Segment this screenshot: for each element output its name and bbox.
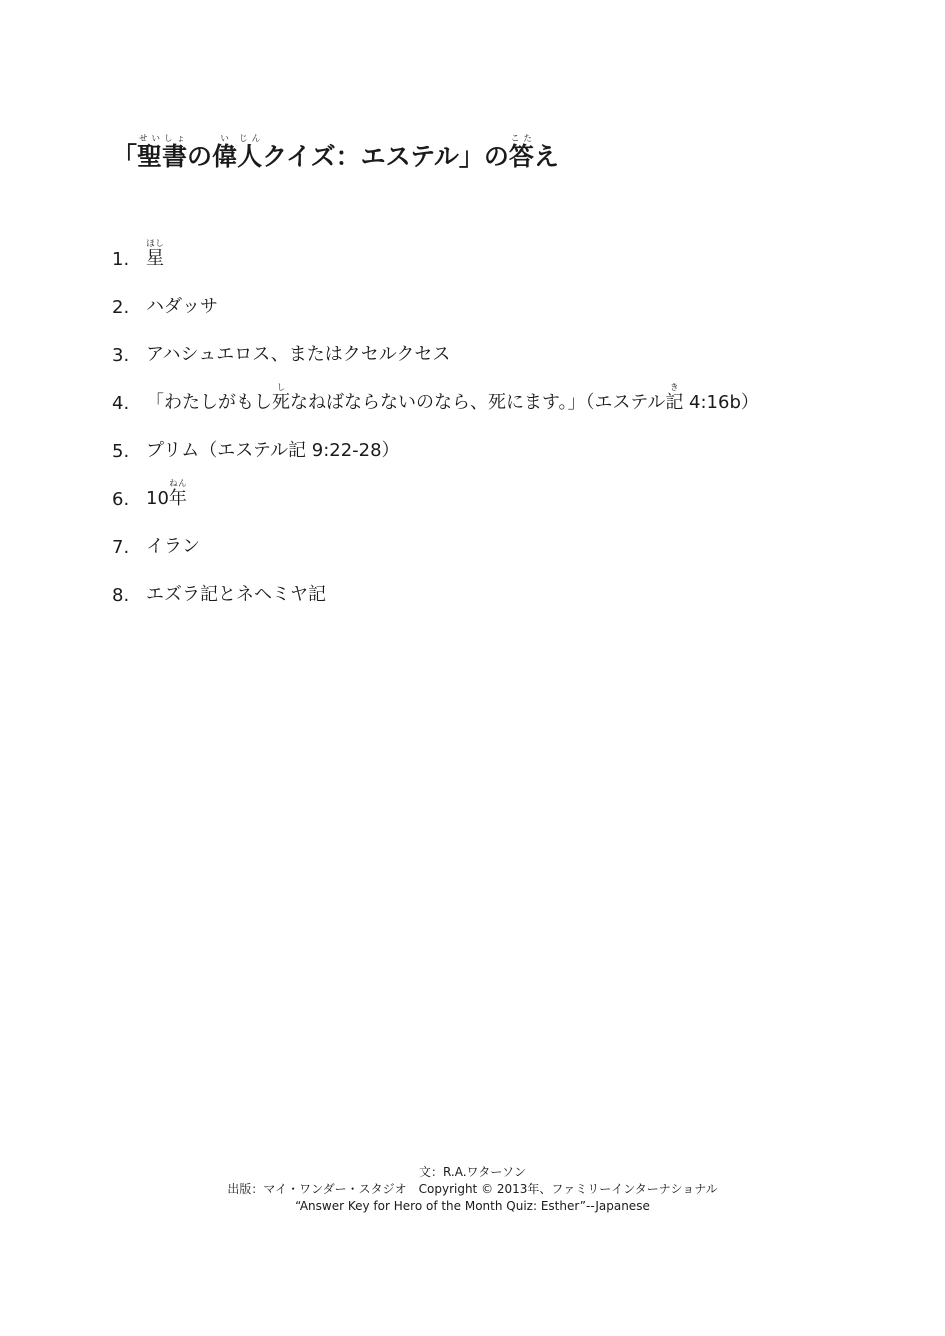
title-ruby-sei: 聖せい xyxy=(137,134,163,171)
answer-ruby: 星ほし xyxy=(146,239,164,269)
answer-text: エズラ記とネヘミヤ記 xyxy=(146,584,326,605)
footer-publisher: 出版：マイ・ワンダー・スタジオ Copyright © 2013年、ファミリーインターナショナル xyxy=(227,1182,718,1196)
furigana: し xyxy=(272,383,290,393)
answer-text: イラン xyxy=(146,536,200,557)
furigana: い xyxy=(212,134,238,144)
answer-number: 7. xyxy=(112,537,130,558)
answer-number: 2. xyxy=(112,297,130,318)
answer-number: 1. xyxy=(112,249,130,270)
answer-item xyxy=(112,366,759,414)
answer-item xyxy=(112,318,759,366)
furigana: き xyxy=(665,383,684,393)
answer-number: 5. xyxy=(112,441,130,462)
title-tail: え xyxy=(533,142,559,171)
title-particle: の xyxy=(187,142,213,171)
title-ruby-kota: 答こた xyxy=(508,134,534,171)
answer-number: 3. xyxy=(112,345,130,366)
furigana: しょ xyxy=(162,134,188,144)
answer-item xyxy=(112,270,759,318)
footer-author: 文：R.A.ワターソン xyxy=(419,1165,526,1179)
furigana: じん xyxy=(237,134,263,144)
answer-text: ハダッサ xyxy=(146,296,218,317)
answer-text: アハシュエロス、またはクセルクセス xyxy=(146,344,451,365)
footer-original-title: “Answer Key for Hero of the Month Quiz: Esther”--Japanese xyxy=(295,1199,650,1213)
furigana: せい xyxy=(137,134,163,144)
answer-ruby: 記き xyxy=(665,383,684,413)
answer-item xyxy=(112,558,759,606)
furigana: こた xyxy=(508,134,534,144)
answer-item xyxy=(112,222,759,270)
answer-text: プリム（エステル記 9:22-28） xyxy=(146,440,400,461)
answer-number: 8. xyxy=(112,585,130,606)
answer-item xyxy=(112,462,759,510)
title-ruby-sho: 書しょ xyxy=(162,134,188,171)
answer-text: 10年ねん xyxy=(146,479,187,509)
furigana: ねん xyxy=(168,479,187,489)
answer-list xyxy=(112,222,759,606)
page-title xyxy=(112,127,559,187)
title-ruby-jin: 人じん xyxy=(237,134,263,171)
answer-number: 6. xyxy=(112,489,130,510)
answer-ruby: 死し xyxy=(272,383,290,413)
answer-text: 「わたしがもし死しなねばならないのなら、死にます。」（エステル記き 4:16b） xyxy=(146,383,759,413)
answer-item xyxy=(112,414,759,462)
answer-item xyxy=(112,510,759,558)
title-ruby-i: 偉い xyxy=(212,134,238,171)
title-rest: クイズ：エステル」の xyxy=(262,142,509,171)
answer-number: 4. xyxy=(112,393,130,414)
furigana: ほし xyxy=(146,239,164,249)
answer-text xyxy=(146,239,164,270)
answer-ruby: 年ねん xyxy=(168,479,187,509)
footer xyxy=(0,1164,945,1215)
title-open-bracket: 「 xyxy=(112,142,138,171)
